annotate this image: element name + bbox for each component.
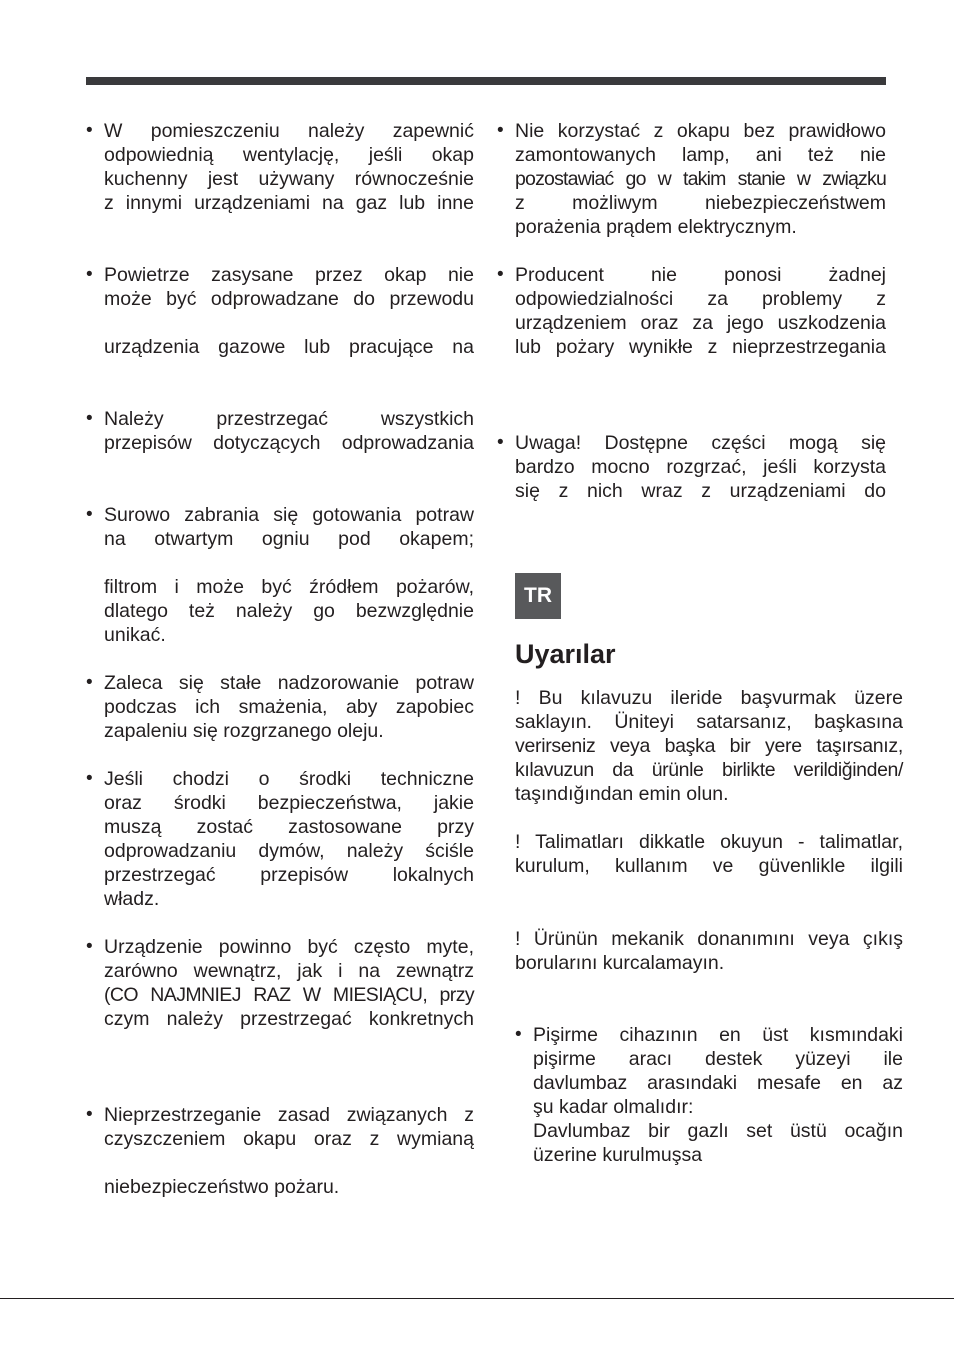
bullet-marker: • [86,264,93,285]
tr-bullet-line-4: şu kadar olmalıdır: [533,1096,694,1118]
right-item-3-line-2: bardzo mocno rozgrzać, jeśli korzysta [515,456,886,478]
left-item-4-line-1: Surowo zabrania się gotowania potraw [104,504,474,526]
tr-para-1-line-1: ! Bu kılavuzu ileride başvurmak üzere [515,687,903,709]
right-item-1-line-2: zamontowanych lamp, ani też nie [515,144,886,166]
left-item-1-line-2: odpowiednią wentylację, jeśli okap [104,144,474,166]
tr-para-1-line-5: taşındığından emin olun. [515,783,729,805]
right-item-1-line-5: porażenia prądem elektrycznym. [515,216,797,238]
left-item-1-line-4: z innymi urządzeniami na gaz lub inne [104,192,474,214]
left-item-5-line-2: podczas ich smażenia, aby zapobiec [104,696,474,718]
left-item-6-line-1: Jeśli chodzi o środki techniczne [104,768,474,790]
language-badge: TR [515,573,561,619]
left-item-6-line-3: muszą zostać zastosowane przy [104,816,474,838]
left-item-4-line-3: filtrom i może być źródłem pożarów, [104,576,474,598]
bullet-marker: • [497,120,504,141]
left-item-6-line-4: odprowadzaniu dymów, należy ściśle [104,840,474,862]
bullet-marker: • [86,1104,93,1125]
bullet-marker: • [86,120,93,141]
tr-bullet-line-3: davlumbaz arasındaki mesafe en az [533,1072,903,1094]
left-item-7-line-4: czym należy przestrzegać konkretnych [104,1008,474,1030]
bullet-marker: • [497,264,504,285]
left-item-4-line-2: na otwartym ogniu pod okapem; [104,528,474,550]
section-heading: Uyarılar [515,639,616,669]
tr-para-2-line-1: ! Talimatları dikkatle okuyun - talimatlar, [515,831,903,853]
tr-para-3-line-1: ! Ürünün mekanik donanımını veya çıkış [515,928,903,950]
bottom-rule [0,1298,954,1299]
left-item-3-line-1: Należy przestrzegać wszystkich [104,408,474,430]
tr-bullet-line-5: Davlumbaz bir gazlı set üstü ocağın [533,1120,903,1142]
tr-bullet-line-6: üzerine kurulmuşsa [533,1144,703,1166]
left-item-3-line-2: przepisów dotyczących odprowadzania [104,432,474,454]
left-item-6-line-2: oraz środki bezpieczeństwa, jakie [104,792,474,814]
bullet-marker: • [515,1024,522,1045]
left-item-2-line-3: urządzenia gazowe lub pracujące na [104,336,474,358]
right-item-1-line-1: Nie korzystać z okapu bez prawidłowo [515,120,886,142]
left-item-7-line-3: (CO NAJMNIEJ RAZ W MIESIĄCU, przy [104,984,474,1006]
left-item-7-line-1: Urządzenie powinno być często myte, [104,936,474,958]
tr-bullet-line-2: pişirme aracı destek yüzeyi ile [533,1048,903,1070]
right-item-1-line-3: pozostawiać go w takim stanie w związku [515,168,886,190]
left-item-6-line-6: władz. [104,888,160,910]
left-item-5-line-3: zapaleniu się rozgrzanego oleju. [104,720,384,742]
left-item-1-line-3: kuchenny jest używany równocześnie [104,168,474,190]
left-item-8-line-1: Nieprzestrzeganie zasad związanych z [104,1104,474,1126]
tr-para-1-line-4: kılavuzun da ürünle birlikte verildiğinden/ [515,759,903,781]
bullet-marker: • [86,936,93,957]
left-item-5-line-1: Zaleca się stałe nadzorowanie potraw [104,672,474,694]
right-item-3-line-3: się z nich wraz z urządzeniami do [515,480,886,502]
right-item-2-line-1: Producent nie ponosi żadnej [515,264,886,286]
tr-para-1-line-3: verirseniz veya başka bir yere taşırsanız, [515,735,903,757]
left-item-1-line-1: W pomieszczeniu należy zapewnić [104,120,474,142]
left-item-4-line-5: unikać. [104,624,166,646]
left-item-4-line-4: dlatego też należy go bezwzględnie [104,600,474,622]
bullet-marker: • [86,768,93,789]
tr-para-1-line-2: saklayın. Üniteyi satarsanız, başkasına [515,711,903,733]
bullet-marker: • [86,504,93,525]
left-item-8-line-3: niebezpieczeństwo pożaru. [104,1176,340,1198]
right-item-3-line-1: Uwaga! Dostępne części mogą się [515,432,886,454]
bullet-marker: • [497,432,504,453]
right-item-2-line-3: urządzeniem oraz za jego uszkodzenia [515,312,886,334]
left-item-2-line-2: może być odprowadzane do przewodu [104,288,474,310]
tr-para-3-line-2: borularını kurcalamayın. [515,952,725,974]
tr-bullet-line-1: Pişirme cihazının en üst kısmındaki [533,1024,903,1046]
bullet-marker: • [86,408,93,429]
left-item-8-line-2: czyszczeniem okapu oraz z wymianą [104,1128,474,1150]
left-item-7-line-2: zarówno wewnątrz, jak i na zewnątrz [104,960,474,982]
right-item-2-line-2: odpowiedzialności za problemy z [515,288,886,310]
top-rule [86,77,886,85]
right-item-1-line-4: z możliwym niebezpieczeństwem [515,192,886,214]
bullet-marker: • [86,672,93,693]
right-item-2-line-4: lub pożary wynikłe z nieprzestrzegania [515,336,886,358]
left-item-2-line-1: Powietrze zasysane przez okap nie [104,264,474,286]
tr-para-2-line-2: kurulum, kullanım ve güvenlikle ilgili [515,855,903,877]
left-item-6-line-5: przestrzegać przepisów lokalnych [104,864,474,886]
